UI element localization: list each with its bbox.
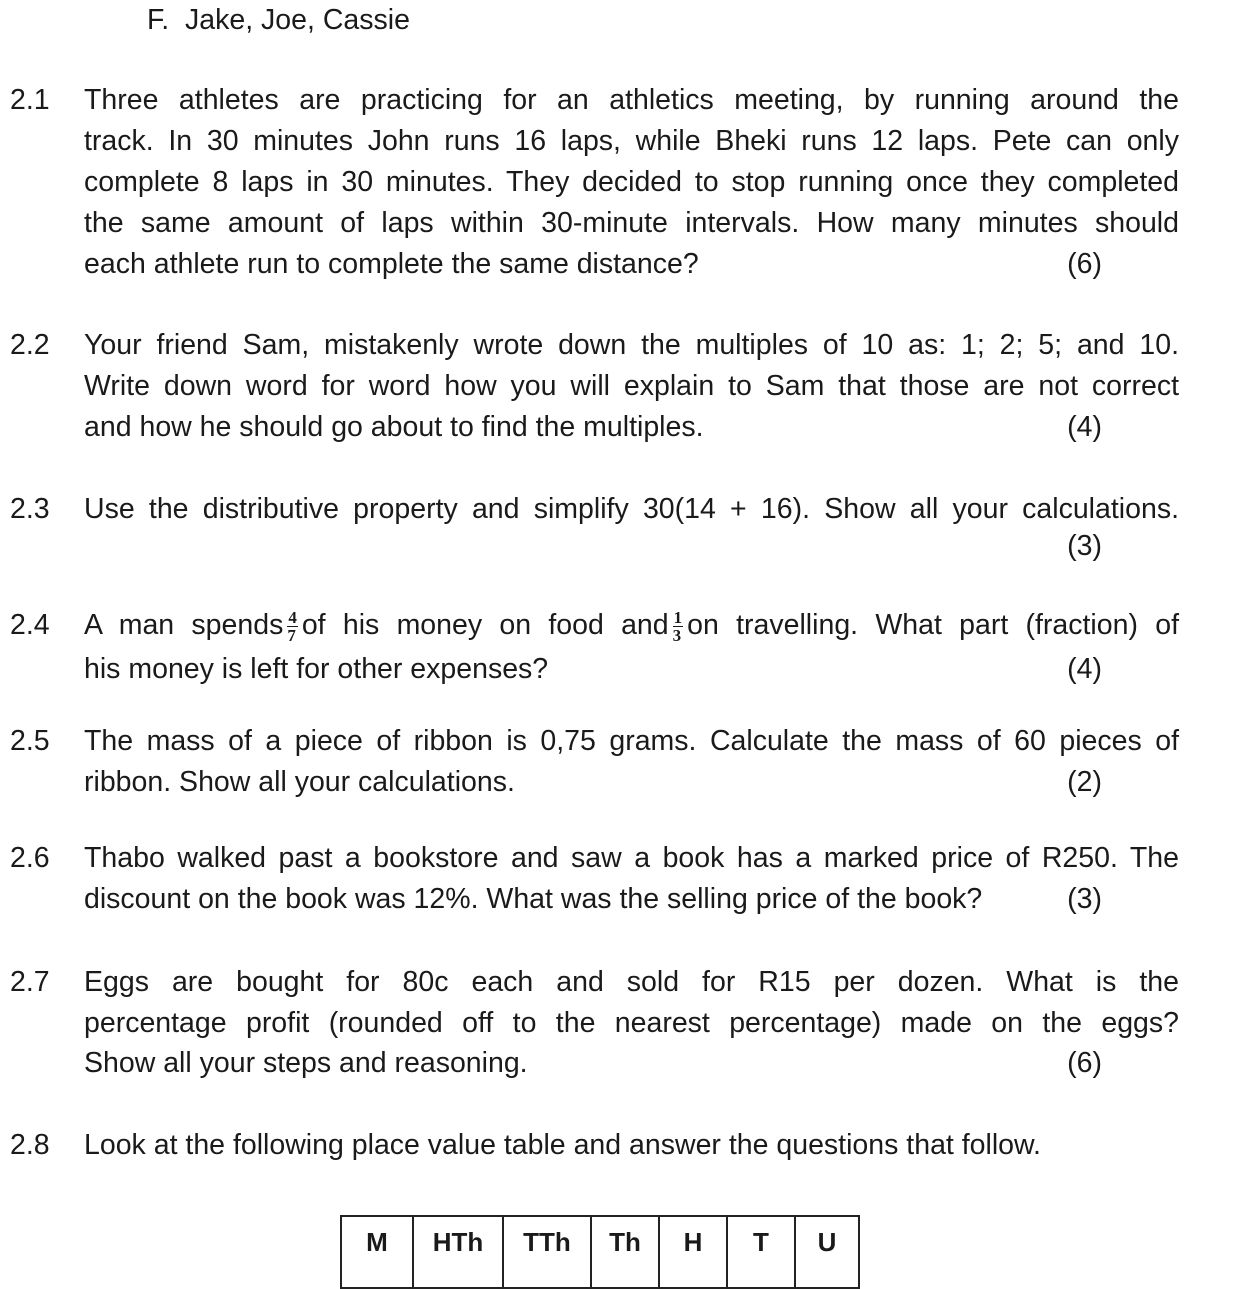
option-label: F. [147,4,170,36]
question-text: Look at the following place value table and answer the questions that follow. [84,1129,1041,1161]
question-text: track. In 30 minutes John runs 16 laps, while Bheki runs 12 laps. Pete can only [84,125,1179,157]
question-text: discount on the book was 12%. What was the selling price of the book? [84,883,983,915]
question-line [84,1003,1179,1044]
marks: (6) [1067,1047,1102,1079]
option-text: Jake, Joe, Cassie [185,4,410,36]
question-text: Use the distributive property and simplify 30(14 + 16). Show all your calculations. [84,493,1179,525]
table-header-cell: H [659,1216,727,1288]
fraction [287,609,298,644]
table-header-cell: T [727,1216,795,1288]
marks: (6) [1067,248,1102,280]
question-line [84,605,1179,646]
question-text: the same amount of laps within 30-minute intervals. How many minutes should [84,207,1179,239]
question-line [84,407,1179,448]
text-segment: A man spends [84,609,284,641]
question-text: each athlete run to complete the same distance? [84,248,699,280]
question-line [84,366,1179,407]
table-header-cell: M [341,1216,413,1288]
question-number: 2.3 [10,493,50,525]
question-text: complete 8 laps in 30 minutes. They decided to stop running once they completed [84,166,1179,198]
question-line [84,203,1179,244]
numerator: 1 [673,607,683,627]
question-line [84,526,1179,567]
question-line [84,762,1179,803]
question-text: Write down word for word how you will explain to Sam that those are not correct [84,370,1179,402]
marks: (3) [1067,530,1102,562]
question-number: 2.5 [10,725,50,757]
text-segment: of his money on food and [301,609,669,641]
question-text: ribbon. Show all your calculations. [84,766,515,798]
question-text: Show all your steps and reasoning. [84,1047,528,1079]
question-line [84,838,1179,879]
question-line [84,1125,1179,1166]
question-line [84,721,1179,762]
question-line [84,1043,1179,1084]
marks: (3) [1067,883,1102,915]
question-line [84,80,1179,121]
table-header-cell: HTh [413,1216,503,1288]
table-header-cell: Th [591,1216,659,1288]
place-value-table [340,1215,860,1289]
question-number: 2.2 [10,329,50,361]
table-header-cell: TTh [503,1216,591,1288]
question-line [84,962,1179,1003]
question-text: percentage profit (rounded off to the nearest percentage) made on the eggs? [84,1007,1179,1039]
text-segment: on travelling. What part (fraction) of [687,609,1179,641]
fraction [673,609,684,644]
denominator: 3 [672,625,682,645]
denominator: 7 [287,625,296,645]
question-line [84,325,1179,366]
question-number: 2.6 [10,842,50,874]
question-line [84,244,1179,285]
question-line [84,162,1179,203]
question-line [84,489,1179,530]
numerator: 4 [288,607,297,627]
option-f [147,0,410,41]
question-line [84,121,1179,162]
table-header-cell: U [795,1216,859,1288]
question-text: Eggs are bought for 80c each and sold for R15 per dozen. What is the [84,966,1179,998]
question-text: Your friend Sam, mistakenly wrote down the multiples of 10 as: 1; 2; 5; and 10. [84,329,1179,361]
question-text: Thabo walked past a bookstore and saw a book has a marked price of R250. The [84,842,1179,874]
question-line [84,649,1179,690]
question-text: The mass of a piece of ribbon is 0,75 grams. Calculate the mass of 60 pieces of [84,725,1179,757]
question-number: 2.8 [10,1129,50,1161]
question-number: 2.7 [10,966,50,998]
question-number: 2.4 [10,609,50,641]
question-text: and how he should go about to find the multiples. [84,411,704,443]
question-line [84,879,1179,920]
marks: (4) [1067,411,1102,443]
question-number: 2.1 [10,84,50,116]
question-text: his money is left for other expenses? [84,653,549,685]
question-text: Three athletes are practicing for an athletics meeting, by running around the [84,84,1179,116]
marks: (2) [1067,766,1102,798]
marks: (4) [1067,653,1102,685]
